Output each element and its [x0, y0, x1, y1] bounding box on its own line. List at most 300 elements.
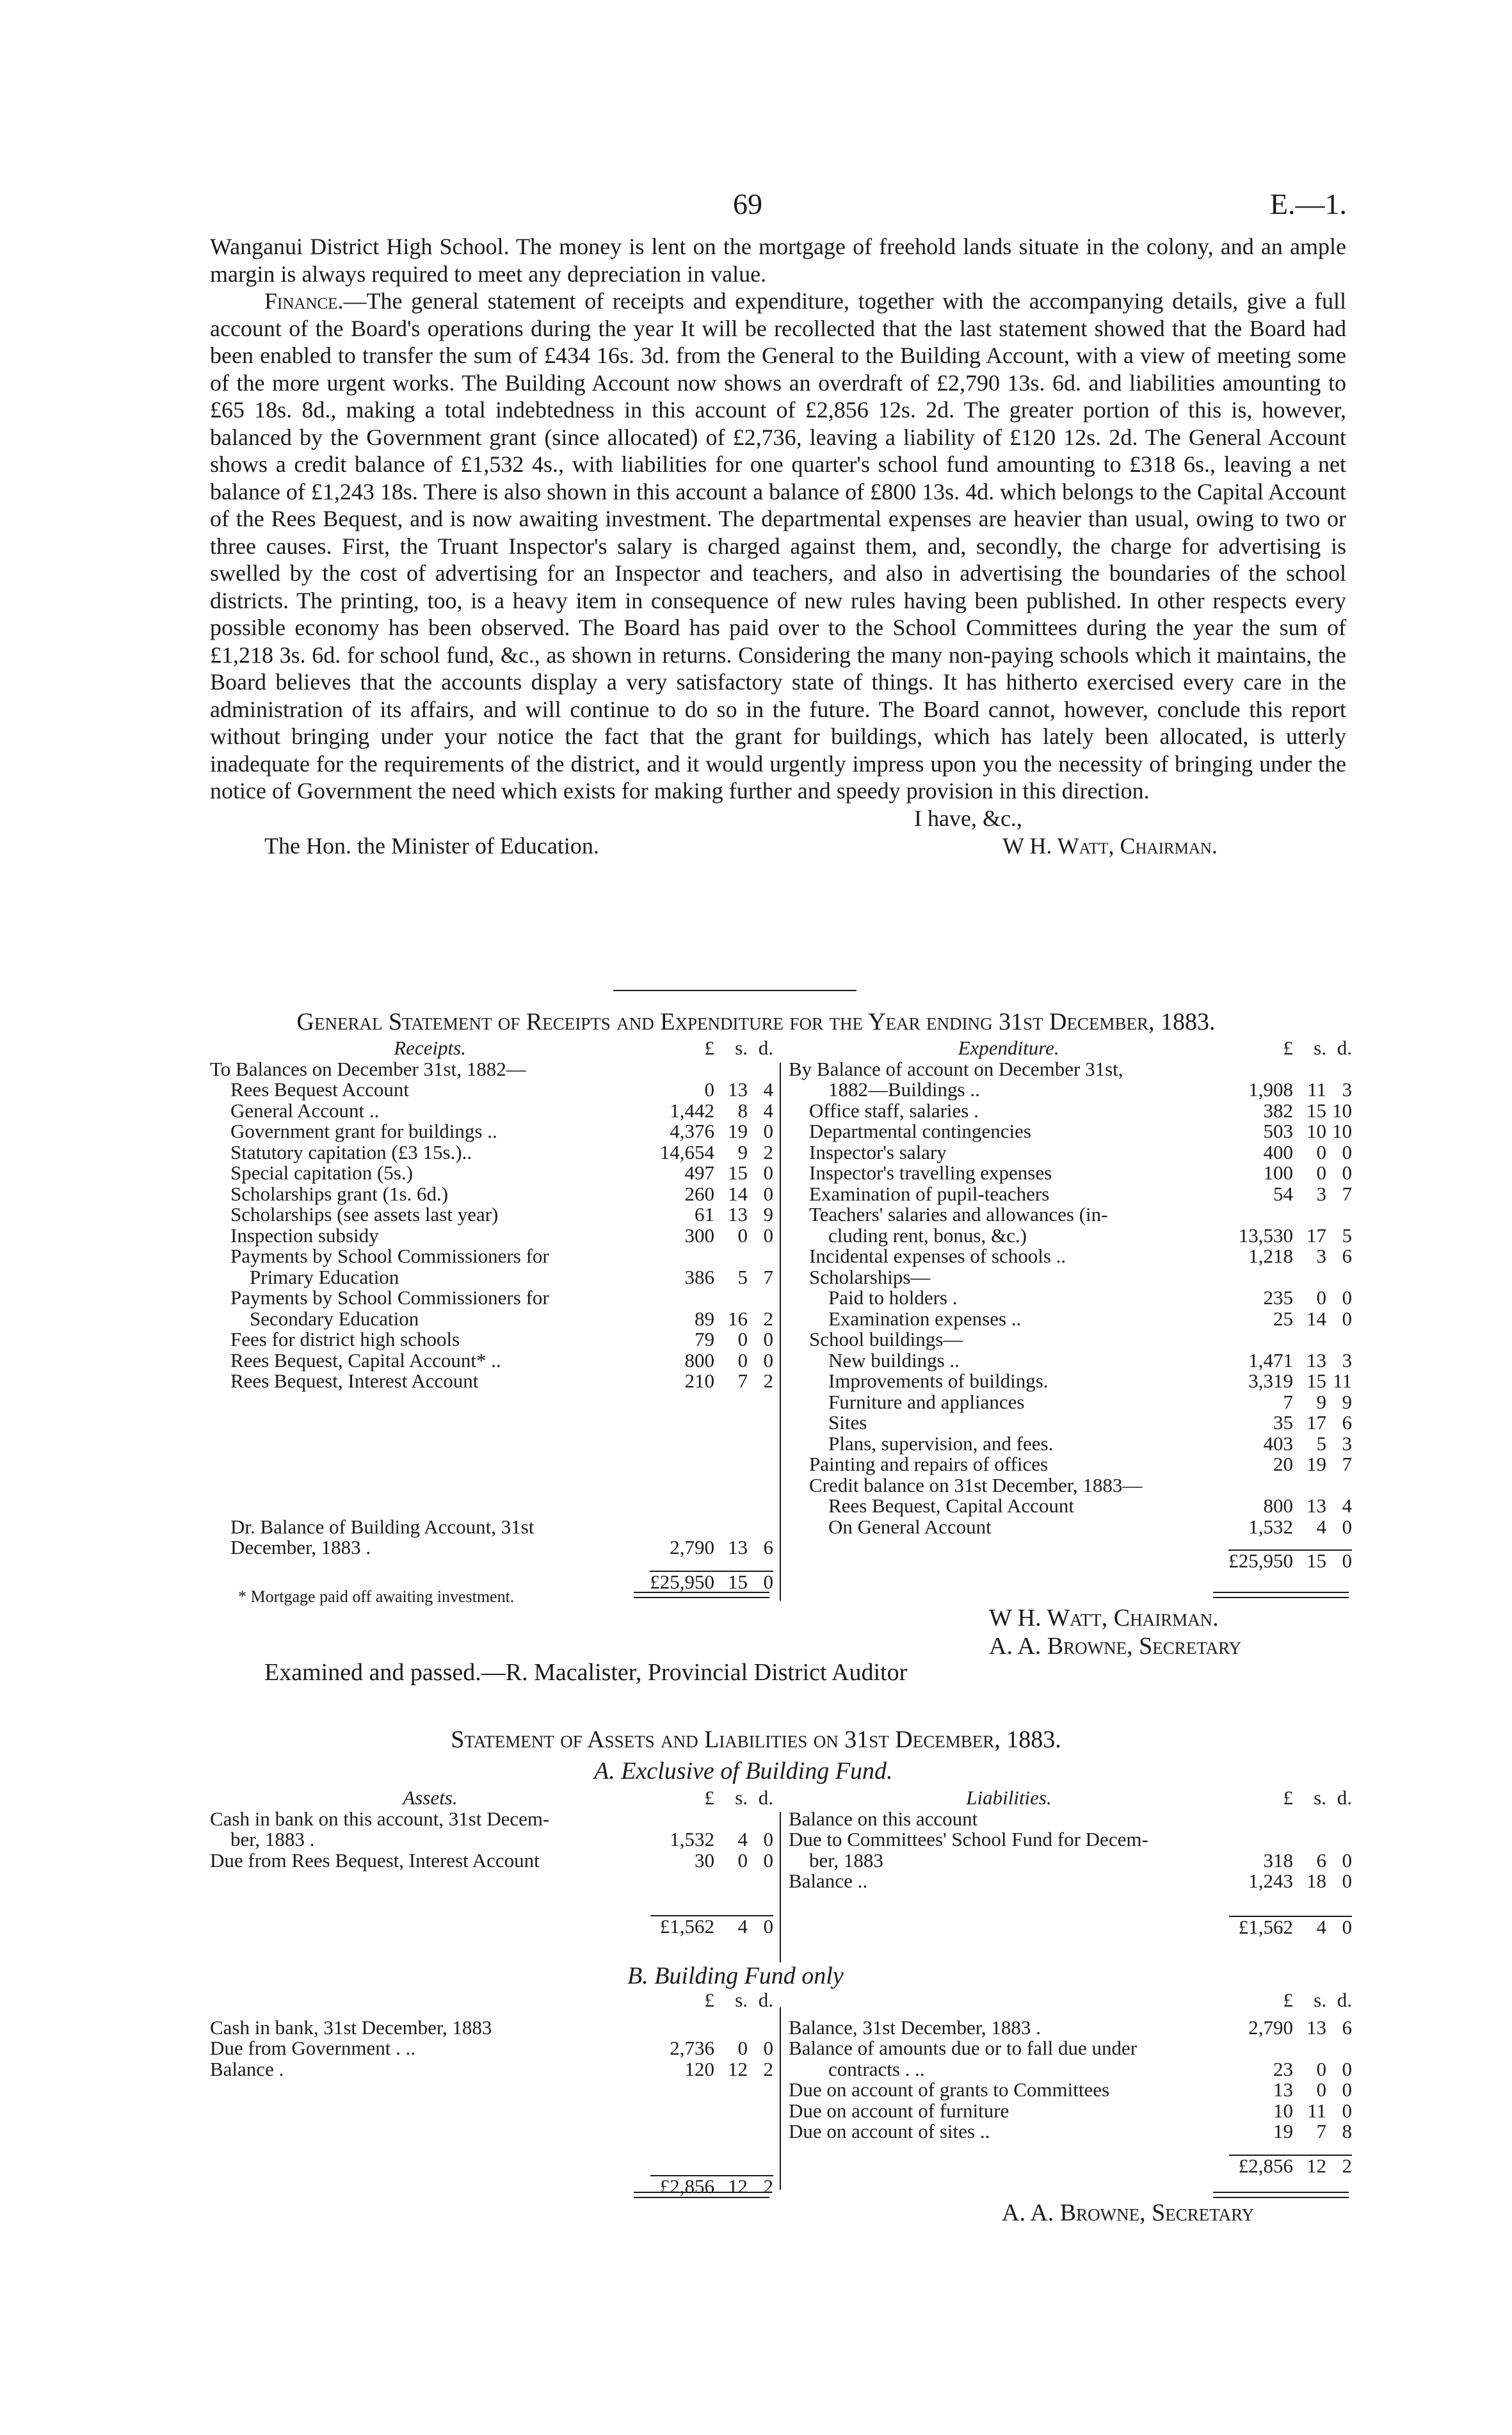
- ledger-row: [210, 1204, 773, 1226]
- ledger-row: [789, 1350, 1352, 1371]
- total-shillings: 4: [1293, 1916, 1326, 1938]
- line-pence: 0: [763, 1828, 773, 1850]
- line-shillings: 9: [737, 1140, 748, 1163]
- total-shillings: 15: [1293, 1550, 1326, 1572]
- receipts-double-rule: [634, 1592, 769, 1598]
- line-pence: [1326, 2038, 1352, 2059]
- line-shillings: 15: [728, 1161, 748, 1184]
- line-pence: 7: [1342, 1182, 1352, 1205]
- line-shillings: 11: [1307, 2099, 1326, 2122]
- line-shillings: 0: [1316, 2057, 1326, 2080]
- line-description: Scholarships (see assets last year): [230, 1203, 499, 1226]
- total-row: [789, 1916, 1352, 1938]
- general-statement-title: General Statement of Receipts and Expenditure for the Year ending 31st December, 1883.: [296, 1008, 1216, 1035]
- ledger-row: [789, 1371, 1352, 1392]
- line-pence: 4: [1342, 1494, 1352, 1517]
- ledger-row: [789, 1392, 1352, 1413]
- line-description: ber, 1883 .: [230, 1828, 315, 1850]
- line-shillings: 4: [1316, 1515, 1326, 1538]
- a-liabilities-column: [789, 1788, 1352, 1937]
- pence-heading: d.: [1337, 1989, 1352, 2011]
- line-description: Balance on this account: [789, 1807, 978, 1830]
- line-pence: 4: [763, 1078, 773, 1101]
- pence-heading: d.: [1337, 1786, 1352, 1809]
- a-liabilities-table: [789, 1788, 1352, 1937]
- total-pounds: £2,856: [1229, 2155, 1293, 2177]
- section-divider: [613, 990, 857, 991]
- line-shillings: 13: [728, 1078, 748, 1101]
- line-description: Inspector's salary: [809, 1140, 947, 1163]
- line-pence: 0: [1342, 1140, 1352, 1163]
- line-pence: 0: [763, 2037, 773, 2059]
- ledger-row: [210, 1288, 773, 1309]
- line-pence: [1326, 1475, 1352, 1496]
- line-pence: 4: [763, 1099, 773, 1122]
- pence-heading: d.: [758, 1989, 773, 2011]
- line-shillings: [1293, 1829, 1326, 1850]
- line-description: Balance, 31st December, 1883 .: [789, 2016, 1041, 2039]
- total-pounds: £2,856: [650, 2176, 714, 2197]
- total-pounds: £1,562: [650, 1916, 714, 1937]
- line-description: New buildings ..: [828, 1348, 960, 1371]
- line-pence: 10: [1332, 1099, 1352, 1122]
- line-pence: 0: [763, 1348, 773, 1371]
- ledger-row: [789, 2038, 1352, 2059]
- line-pence: 0: [1342, 1515, 1352, 1538]
- line-description: Balance .: [210, 2057, 284, 2080]
- line-pounds: 13: [1273, 2078, 1293, 2101]
- line-description: Furniture and appliances: [828, 1390, 1025, 1413]
- line-pence: [748, 1246, 773, 1267]
- line-pounds: 25: [1273, 1307, 1293, 1330]
- line-pounds: 318: [1263, 1848, 1293, 1872]
- line-pounds: 61: [695, 1203, 714, 1226]
- line-shillings: 0: [737, 1328, 748, 1350]
- heading-row: [210, 1788, 773, 1809]
- footnote: * Mortgage paid off awaiting investment.: [238, 1587, 515, 1606]
- line-shillings: 15: [1307, 1370, 1326, 1392]
- line-pence: 5: [1342, 1224, 1352, 1247]
- total-row: [210, 1916, 773, 1937]
- line-pounds: [650, 1809, 714, 1830]
- column-heading: Receipts.: [394, 1037, 466, 1059]
- line-description: Office staff, salaries .: [809, 1099, 979, 1122]
- ledger-row: [789, 1246, 1352, 1267]
- line-shillings: 0: [737, 1848, 748, 1872]
- line-description: Cash in bank on this account, 31st Decem-: [210, 1807, 550, 1830]
- line-pounds: 1,532: [1248, 1515, 1293, 1538]
- heading-row: [789, 1788, 1352, 1809]
- letter-paragraph-1: Wanganui District High School. The money is lent on the mortgage of freehold lands situate in the colony, and an ample margin is always required to meet any depreciation in value.: [210, 234, 1346, 287]
- line-shillings: 10: [1307, 1120, 1326, 1142]
- line-description: Examination of pupil-teachers: [809, 1182, 1050, 1205]
- line-pence: 0: [763, 1120, 773, 1142]
- total-pence: 0: [1326, 1916, 1352, 1938]
- line-pounds: [1229, 2038, 1293, 2059]
- line-description: Primary Education: [250, 1265, 399, 1288]
- line-pounds: 497: [684, 1161, 714, 1184]
- line-pence: 0: [763, 1848, 773, 1872]
- line-shillings: 0: [737, 1224, 748, 1247]
- shillings-heading: s.: [1314, 1786, 1326, 1809]
- line-shillings: 0: [1316, 1286, 1326, 1309]
- pounds-heading: £: [1283, 1786, 1293, 1809]
- line-description: Improvements of buildings.: [828, 1370, 1049, 1392]
- line-shillings: 5: [737, 1265, 748, 1288]
- pence-heading: d.: [1337, 1037, 1352, 1059]
- line-pence: 9: [763, 1203, 773, 1226]
- ledger-row: [789, 1475, 1352, 1496]
- line-description: Painting and repairs of offices: [809, 1453, 1049, 1475]
- line-pence: 7: [1342, 1453, 1352, 1475]
- total-pounds: £1,562: [1229, 1916, 1293, 1938]
- line-pence: 0: [1342, 1848, 1352, 1872]
- line-pence: 0: [1342, 2078, 1352, 2101]
- ledger-row: [210, 2038, 773, 2059]
- line-pounds: [650, 1246, 714, 1267]
- line-shillings: 14: [728, 1182, 748, 1205]
- line-description: Due on account of furniture: [789, 2099, 1009, 2122]
- ledger-row: [210, 1226, 773, 1247]
- letter-signature: W H. Watt, Chairman.: [1002, 832, 1218, 859]
- line-description: Credit balance on 31st December, 1883—: [809, 1473, 1143, 1496]
- ledger-row: [789, 2121, 1352, 2142]
- total-spacer: [210, 1916, 650, 1937]
- b-column-divider: [780, 2007, 781, 2190]
- expenditure-column: [789, 1038, 1352, 1572]
- ledger-row: [210, 1059, 773, 1080]
- line-pence: 8: [1342, 2120, 1352, 2142]
- ledger-row: [789, 1871, 1352, 1892]
- line-pence: 6: [1342, 2016, 1352, 2039]
- shillings-heading: s.: [735, 1037, 748, 1059]
- line-shillings: [1293, 1809, 1326, 1830]
- line-shillings: 14: [1307, 1307, 1326, 1330]
- line-description: Sites: [828, 1411, 867, 1434]
- line-shillings: 12: [728, 2057, 748, 2080]
- line-shillings: [1293, 2038, 1326, 2059]
- line-pence: 2: [763, 1370, 773, 1392]
- closing-row: [210, 805, 1346, 832]
- ledger-row: [789, 1329, 1352, 1350]
- line-description: contracts . ..: [828, 2057, 925, 2080]
- line-pounds: 300: [684, 1224, 714, 1247]
- line-pence: 11: [1333, 1370, 1352, 1392]
- line-pounds: 0: [704, 1078, 714, 1101]
- ledger-row: [210, 2059, 773, 2080]
- line-shillings: 17: [1307, 1411, 1326, 1434]
- a-column-divider: [780, 1812, 781, 1962]
- line-pence: 0: [1342, 2057, 1352, 2080]
- line-description: Teachers' salaries and allowances (in-: [809, 1203, 1108, 1226]
- line-pounds: 386: [684, 1265, 714, 1288]
- line-description: Statutory capitation (£3 15s.)..: [230, 1140, 472, 1163]
- ledger-row: [789, 1142, 1352, 1163]
- line-description: Balance of amounts due or to fall due under: [789, 2037, 1138, 2059]
- line-pence: [748, 2018, 773, 2039]
- line-shillings: 18: [1307, 1870, 1326, 1892]
- letter-closing: I have, &c.,: [914, 805, 1022, 831]
- receipts-table: [210, 1038, 773, 1592]
- total-pounds: £25,950: [650, 1570, 714, 1593]
- total-pence: 2: [748, 2176, 773, 2197]
- line-shillings: 0: [1316, 1161, 1326, 1184]
- line-pence: 10: [1332, 1120, 1352, 1142]
- line-description: Cash in bank, 31st December, 1883: [210, 2016, 492, 2039]
- ledger-row: [210, 1371, 773, 1392]
- line-shillings: 11: [1307, 1078, 1326, 1101]
- line-pounds: 79: [695, 1328, 714, 1350]
- line-description: Due on account of sites ..: [789, 2120, 990, 2142]
- line-pence: 3: [1342, 1348, 1352, 1371]
- b-assets-table: [210, 1990, 773, 2197]
- total-shillings: 15: [714, 1571, 748, 1593]
- line-shillings: [714, 2018, 748, 2039]
- column-heading: Liabilities.: [966, 1786, 1052, 1809]
- line-description: Scholarships grant (1s. 6d.): [230, 1182, 449, 1205]
- line-description: Examination expenses ..: [828, 1307, 1022, 1330]
- ledger-row: [210, 1309, 773, 1330]
- a-assets-column: [210, 1788, 773, 1937]
- line-pounds: [1228, 1204, 1293, 1226]
- line-pence: [1326, 1809, 1352, 1830]
- heading-spacer: [210, 1990, 650, 2011]
- line-pounds: 100: [1263, 1161, 1293, 1184]
- ledger-row: [210, 1184, 773, 1205]
- line-pounds: [1228, 1329, 1293, 1350]
- line-shillings: [1293, 1329, 1326, 1350]
- secretary-signature: A. A. Browne, Secretary: [989, 1633, 1242, 1660]
- line-description: School buildings—: [809, 1328, 963, 1350]
- ledger-row: [210, 1142, 773, 1163]
- pounds-heading: £: [1283, 1037, 1293, 1059]
- line-shillings: [1293, 1475, 1326, 1496]
- line-description: On General Account: [828, 1515, 992, 1538]
- line-shillings: 19: [1307, 1453, 1326, 1475]
- shillings-heading: s.: [735, 1989, 748, 2011]
- line-shillings: 13: [1307, 2016, 1326, 2039]
- line-shillings: [714, 1288, 748, 1309]
- line-pounds: 13,530: [1238, 1224, 1293, 1247]
- total-shillings: 12: [714, 2176, 748, 2197]
- line-description: Government grant for buildings ..: [230, 1120, 497, 1142]
- line-pence: 0: [1342, 2099, 1352, 2122]
- line-pounds: 403: [1263, 1432, 1293, 1455]
- ledger-row: [789, 1101, 1352, 1122]
- line-shillings: 16: [728, 1307, 748, 1330]
- line-pounds: 2,790: [670, 1536, 714, 1558]
- line-pence: 0: [1342, 1870, 1352, 1892]
- line-pence: 0: [763, 1182, 773, 1205]
- total-shillings: 12: [1293, 2155, 1326, 2177]
- ledger-row: [210, 1246, 773, 1267]
- line-shillings: 13: [728, 1203, 748, 1226]
- finance-lead: Finance.: [264, 288, 344, 314]
- line-shillings: [714, 1059, 748, 1080]
- line-pounds: 1,442: [670, 1099, 714, 1122]
- line-pounds: 54: [1273, 1182, 1293, 1205]
- line-description: Fees for district high schools: [230, 1328, 460, 1350]
- section-b-title: B. Building Fund only: [627, 1962, 844, 1989]
- line-pounds: [1229, 1809, 1293, 1830]
- line-shillings: 7: [1316, 2120, 1326, 2142]
- heading-row: [210, 1038, 773, 1059]
- ledger-row: [789, 1829, 1352, 1850]
- shillings-heading: s.: [735, 1786, 748, 1809]
- ledger-row: [789, 2018, 1352, 2039]
- ledger-row: [789, 1080, 1352, 1101]
- line-description: Rees Bequest, Capital Account* ..: [230, 1348, 501, 1371]
- line-pounds: [1229, 1829, 1293, 1850]
- line-pounds: 260: [684, 1182, 714, 1205]
- column-divider: [780, 1063, 781, 1601]
- ledger-row: [210, 1809, 773, 1830]
- line-shillings: 0: [1316, 1140, 1326, 1163]
- ledger-row: [210, 1080, 773, 1101]
- total-spacer: [789, 1916, 1229, 1938]
- line-pence: 3: [1342, 1078, 1352, 1101]
- line-pence: [1326, 1329, 1352, 1350]
- line-pence: 0: [1342, 1307, 1352, 1330]
- line-shillings: 9: [1316, 1390, 1326, 1413]
- line-pence: 2: [763, 1140, 773, 1163]
- line-pounds: 1,471: [1248, 1348, 1293, 1371]
- a-assets-table: [210, 1788, 773, 1937]
- address-row: [210, 832, 1346, 860]
- line-pence: 0: [1342, 1161, 1352, 1184]
- ledger-row: [789, 1309, 1352, 1330]
- ledger-row: [210, 1163, 773, 1184]
- line-description: Balance ..: [789, 1870, 868, 1892]
- line-shillings: 4: [737, 1828, 748, 1850]
- ledger-row: [210, 1101, 773, 1122]
- total-row: [789, 2155, 1352, 2177]
- line-shillings: [1293, 1204, 1326, 1226]
- ledger-row: [789, 2059, 1352, 2080]
- ledger-row: [789, 2080, 1352, 2101]
- ledger-row: [789, 1809, 1352, 1830]
- line-pounds: 20: [1273, 1453, 1293, 1475]
- ledger-row: [210, 1121, 773, 1142]
- line-description: General Account ..: [230, 1099, 380, 1122]
- pence-heading: d.: [758, 1037, 773, 1059]
- line-description: To Balances on December 31st, 1882—: [210, 1057, 526, 1080]
- total-spacer: [789, 1550, 1228, 1572]
- line-pounds: 210: [684, 1370, 714, 1392]
- ledger-row: [210, 1329, 773, 1350]
- heading-spacer: [789, 1990, 1229, 2011]
- line-description: Due on account of grants to Committees: [789, 2078, 1110, 2101]
- line-pence: [748, 1809, 773, 1830]
- receipts-column: [210, 1038, 773, 1592]
- line-description: Due to Committees' School Fund for Decem-: [789, 1828, 1148, 1850]
- line-description: cluding rent, bonus, &c.): [828, 1224, 1027, 1247]
- line-pounds: 2,736: [670, 2037, 714, 2059]
- ledger-row: [789, 1059, 1352, 1080]
- line-description: Rees Bequest, Capital Account: [828, 1494, 1074, 1517]
- ledger-row: [210, 1267, 773, 1288]
- line-shillings: 8: [737, 1099, 748, 1122]
- line-description: Rees Bequest Account: [230, 1078, 409, 1101]
- line-pounds: 14,654: [659, 1140, 714, 1163]
- line-pounds: 800: [684, 1348, 714, 1371]
- column-heading: Expenditure.: [958, 1037, 1059, 1059]
- line-description: Due from Government . ..: [210, 2037, 416, 2059]
- shillings-heading: s.: [1314, 1037, 1326, 1059]
- line-pounds: 10: [1273, 2099, 1293, 2122]
- line-description: Payments by School Commissioners for: [230, 1286, 549, 1309]
- assets-statement-title: Statement of Assets and Liabilities on 31st December, 1883.: [451, 1726, 1061, 1753]
- line-description: December, 1883 .: [230, 1536, 371, 1558]
- line-shillings: 15: [1307, 1099, 1326, 1122]
- pounds-heading: £: [1283, 1989, 1293, 2011]
- line-shillings: 0: [737, 2037, 748, 2059]
- total-row: [789, 1550, 1352, 1572]
- pounds-heading: £: [704, 1037, 714, 1059]
- total-pence: 0: [1326, 1550, 1352, 1572]
- line-pence: 6: [1342, 1411, 1352, 1434]
- letter-body: [210, 233, 1346, 860]
- line-pence: 0: [763, 1328, 773, 1350]
- line-description: Incidental expenses of schools ..: [809, 1245, 1066, 1267]
- line-description: 1882—Buildings ..: [828, 1078, 980, 1101]
- line-pence: [748, 1288, 773, 1309]
- line-description: By Balance of account on December 31st,: [789, 1057, 1123, 1080]
- line-description: Departmental contingencies: [809, 1120, 1031, 1142]
- line-pounds: [1228, 1475, 1293, 1496]
- heading-row: [210, 1990, 773, 2011]
- column-heading: Assets.: [403, 1786, 458, 1809]
- pence-heading: d.: [758, 1786, 773, 1809]
- line-pounds: [1228, 1059, 1293, 1080]
- line-shillings: 13: [1307, 1348, 1326, 1371]
- ledger-row: [789, 1226, 1352, 1247]
- ledger-row: [789, 1434, 1352, 1455]
- line-description: Payments by School Commissioners for: [230, 1245, 549, 1267]
- b-liabilities-table: [789, 1990, 1352, 2176]
- ledger-row: [789, 1850, 1352, 1872]
- ledger-row: [789, 1288, 1352, 1309]
- line-pence: 9: [1342, 1390, 1352, 1413]
- line-pence: 3: [1342, 1432, 1352, 1455]
- line-pounds: 35: [1273, 1411, 1293, 1434]
- chairman-signature: W H. Watt, Chairman.: [989, 1605, 1219, 1631]
- ledger-row: [789, 1412, 1352, 1434]
- ledger-row: [789, 1496, 1352, 1517]
- shillings-heading: s.: [1314, 1989, 1326, 2011]
- b-liabilities-column: [789, 1990, 1352, 2176]
- page-number: 69: [733, 188, 762, 220]
- line-pounds: 1,218: [1248, 1245, 1293, 1267]
- line-shillings: 0: [737, 1348, 748, 1371]
- line-shillings: [1293, 1059, 1326, 1080]
- line-shillings: 19: [728, 1120, 748, 1142]
- ledger-row: [789, 1121, 1352, 1142]
- pounds-heading: £: [704, 1989, 714, 2011]
- ledger-row: [789, 1184, 1352, 1205]
- line-pence: 2: [763, 1307, 773, 1330]
- letter-paragraph-finance: [210, 287, 1346, 805]
- ledger-row: [789, 1517, 1352, 1538]
- ledger-row: [210, 1537, 773, 1558]
- line-pence: [1326, 1829, 1352, 1850]
- document-reference: E.—1.: [1269, 188, 1347, 220]
- ledger-row: [789, 1267, 1352, 1288]
- line-pounds: 3,319: [1248, 1370, 1293, 1392]
- line-pounds: 800: [1263, 1494, 1293, 1517]
- ledger-row: [210, 1829, 773, 1850]
- finance-text: —The general statement of receipts and expenditure, together with the accompanying details, give a full account of the Board's operations during the year It will be recollected that the last statement showed that the Board had been enabled to transfer the sum of £434 16s. 3d. from the General to the Building Account, with a view of meeting some of the more urgent works. The Building Account now shows an overdraft of £2,790 13s. 6d. and liabilities amounting to £65 18s. 8d., making a total indebtedness in this account of £2,856 12s. 2d. The greater portion of this is, however, balanced by the Government grant (since allocated) of £2,736, leaving a liability of £120 12s. 2d. The General Account shows a credit balance of £1,532 4s., with liabilities for one quarter's school fund amounting to £318 6s., leaving a net balance of £1,243 18s. There is also shown in this account a balance of £800 13s. 4d. which belongs to the Capital Account of the Rees Bequest, and is now awaiting investment. The departmental expenses are heavier than usual, owing to two or three causes. First, the Truant Inspector's salary is charged against them, and, secondly, the charge for advertising is swelled by the cost of advertising for an Inspector and teachers, and also in advertising the boundaries of the school districts. The printing, too, is a heavy item in consequence of new rules having been published. In other respects every possible economy has been observed. The Board has paid over to the School Committees during the year the sum of £1,218 3s. 6d. for school fund, &c., as shown in returns. Considering the many non-paying schools which it maintains, the Board believes that the accounts display a very satisfactory state of things. It has hitherto exercised every care in the administration of its affairs, and will continue to do so in the future. The Board cannot, however, conclude this report without bringing under your notice the fact that the grant for buildings, which has lately been allocated, is utterly inadequate for the requirements of the district, and it would urgently impress upon you the necessity of bringing under the notice of Government the need which exists for making further and speedy provision in this direction.: [210, 288, 1346, 804]
